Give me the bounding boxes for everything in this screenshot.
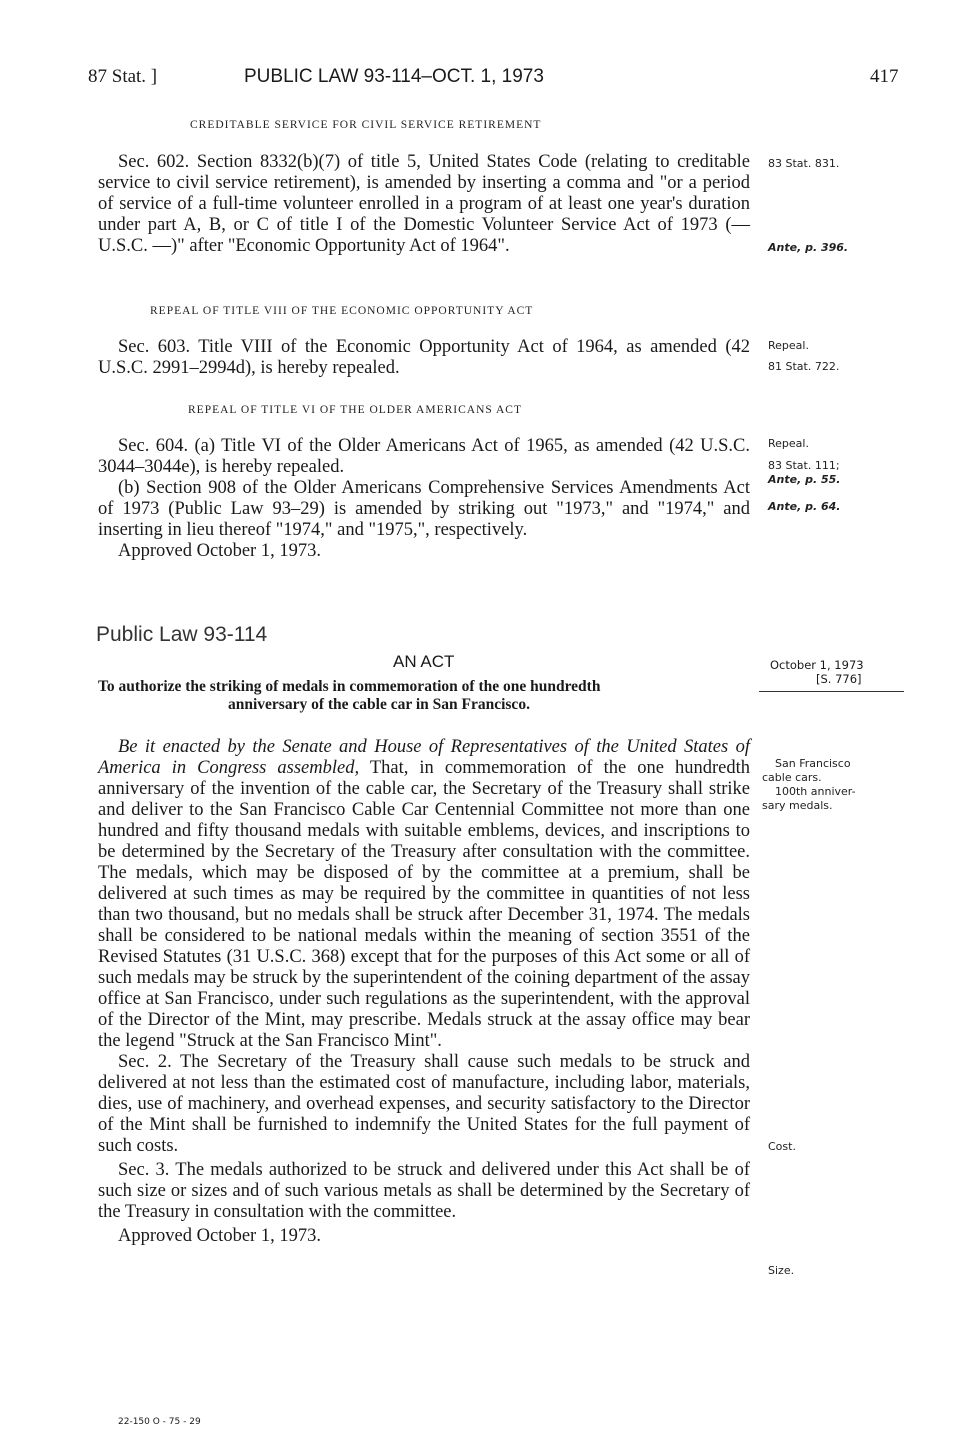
section-heading-602: CREDITABLE SERVICE FOR CIVIL SERVICE RETIREMENT (190, 119, 542, 131)
section-label: Sec. 602. (118, 152, 190, 172)
margin-note: Ante, p. 64. (768, 500, 841, 513)
margin-note: San Francisco (775, 757, 851, 770)
section-text: The Secretary of the Treasury shall cause such medals to be struck and delivered at not less than the estimated cost of manufacture, including labor, materials, dies, use of machinery, and overhead expenses, and security satisfactory to the Director of the Mint shall be furnished to indemnify the United States for the full payment of such costs. (98, 1052, 750, 1156)
margin-note: 83 Stat. 831. (768, 157, 840, 170)
section-label: Sec. 3. (118, 1160, 170, 1180)
bill-note: [S. 776] (816, 672, 862, 686)
margin-note: 83 Stat. 111; (768, 459, 840, 472)
enacting-clause: Be it enacted by the Senate and House of Representatives of the United States of America in Congress assembled, (98, 737, 750, 778)
act-label: AN ACT (393, 652, 455, 671)
section-text: (a) Title VI of the Older Americans Act of 1965, as amended (42 U.S.C. 3044–3044e), is hereby repealed. (98, 436, 750, 477)
approved-line: Approved October 1, 1973. (118, 1226, 321, 1246)
margin-note: 100th anniver- (775, 785, 856, 798)
margin-note: sary medals. (762, 799, 833, 812)
section-602 (98, 152, 750, 257)
section-label: Sec. 603. (118, 337, 191, 357)
section-603 (98, 337, 750, 379)
section-text: Section 8332(b)(7) of title 5, United States Code (relating to creditable service to civil service retirement), is amended by inserting a comma and "or a period of service of a full-time volunteer enrolled in a program of at least one year's duration under part A, B, or C of title I of the Domestic Volunteer Service Act of 1973 (— U.S.C. —)" after "Economic Opportunity Act of 1964". (98, 152, 750, 256)
margin-note: cable cars. (762, 771, 822, 784)
page-number: 417 (870, 66, 899, 87)
running-head-stat: 87 Stat. ] (88, 66, 158, 87)
section-label: Sec. 2. (118, 1052, 172, 1072)
margin-note: Size. (768, 1264, 795, 1277)
section-text-b: (b) Section 908 of the Older Americans Comprehensive Services Amendments Act of 1973 (Public Law 93–29) is amended by striking out "1973," and "1974," and inserting in lieu thereof "1974," and "1975,", respectively. (98, 478, 750, 540)
margin-note: Cost. (768, 1140, 796, 1153)
section-text: The medals authorized to be struck and delivered under this Act shall be of such size or sizes and of such various metals as shall be determined by the Secretary of the Treasury in consultation with the committee. (98, 1160, 750, 1222)
printer-code: 22-150 O - 75 - 29 (118, 1417, 201, 1427)
section-heading-604: REPEAL OF TITLE VI OF THE OLDER AMERICANS ACT (188, 404, 523, 416)
section-604 (98, 436, 750, 562)
law-section-1 (98, 737, 750, 1247)
section-label: Sec. 604. (118, 436, 189, 456)
margin-note: 81 Stat. 722. (768, 360, 840, 373)
purpose-line-1: To authorize the striking of medals in commemoration of the one hundredth (98, 678, 601, 695)
margin-note: Ante, p. 55. (768, 473, 841, 486)
section-text: Title VIII of the Economic Opportunity Act of 1964, as amended (42 U.S.C. 2991–2994d), is hereby repealed. (98, 337, 750, 378)
margin-note: Ante, p. 396. (768, 241, 849, 254)
public-law-number: Public Law 93-114 (96, 623, 268, 646)
section-text: That, in commemoration of the one hundredth anniversary of the invention of the cable car, the Secretary of the Treasury shall strike and deliver to the San Francisco Cable Car Centennial Committee not more than one hundred and fifty thousand medals with suitable emblems, devices, and inscriptions to be determined by the Secretary of the Treasury after consultation with the committee. The medals, which may be disposed of by the committee at a premium, shall be delivered at such times as may be required by the committee in quantities of not less than two thousand, but no medals shall be struck after December 31, 1974. The medals shall be considered to be national medals within the meaning of section 3551 of the Revised Statutes (31 U.S.C. 368) except that for the purposes of this Act some or all of such medals may be struck by the superintendent of the coining department of the assay office at San Francisco, under such regulations as the superintendent, with the approval of the Director of the Mint, may prescribe. Medals struck at the assay office may bear the legend "Struck at the San Francisco Mint". (98, 758, 750, 1051)
date-note: October 1, 1973 (770, 658, 864, 672)
section-heading-603: REPEAL OF TITLE VIII OF THE ECONOMIC OPPORTUNITY ACT (150, 305, 534, 317)
approved-line: Approved October 1, 1973. (118, 541, 321, 561)
margin-note: Repeal. (768, 339, 809, 352)
margin-rule (759, 691, 904, 692)
purpose-line-2: anniversary of the cable car in San Francisco. (228, 696, 530, 713)
running-head-title: PUBLIC LAW 93-114–OCT. 1, 1973 (244, 66, 544, 87)
margin-note: Repeal. (768, 437, 809, 450)
